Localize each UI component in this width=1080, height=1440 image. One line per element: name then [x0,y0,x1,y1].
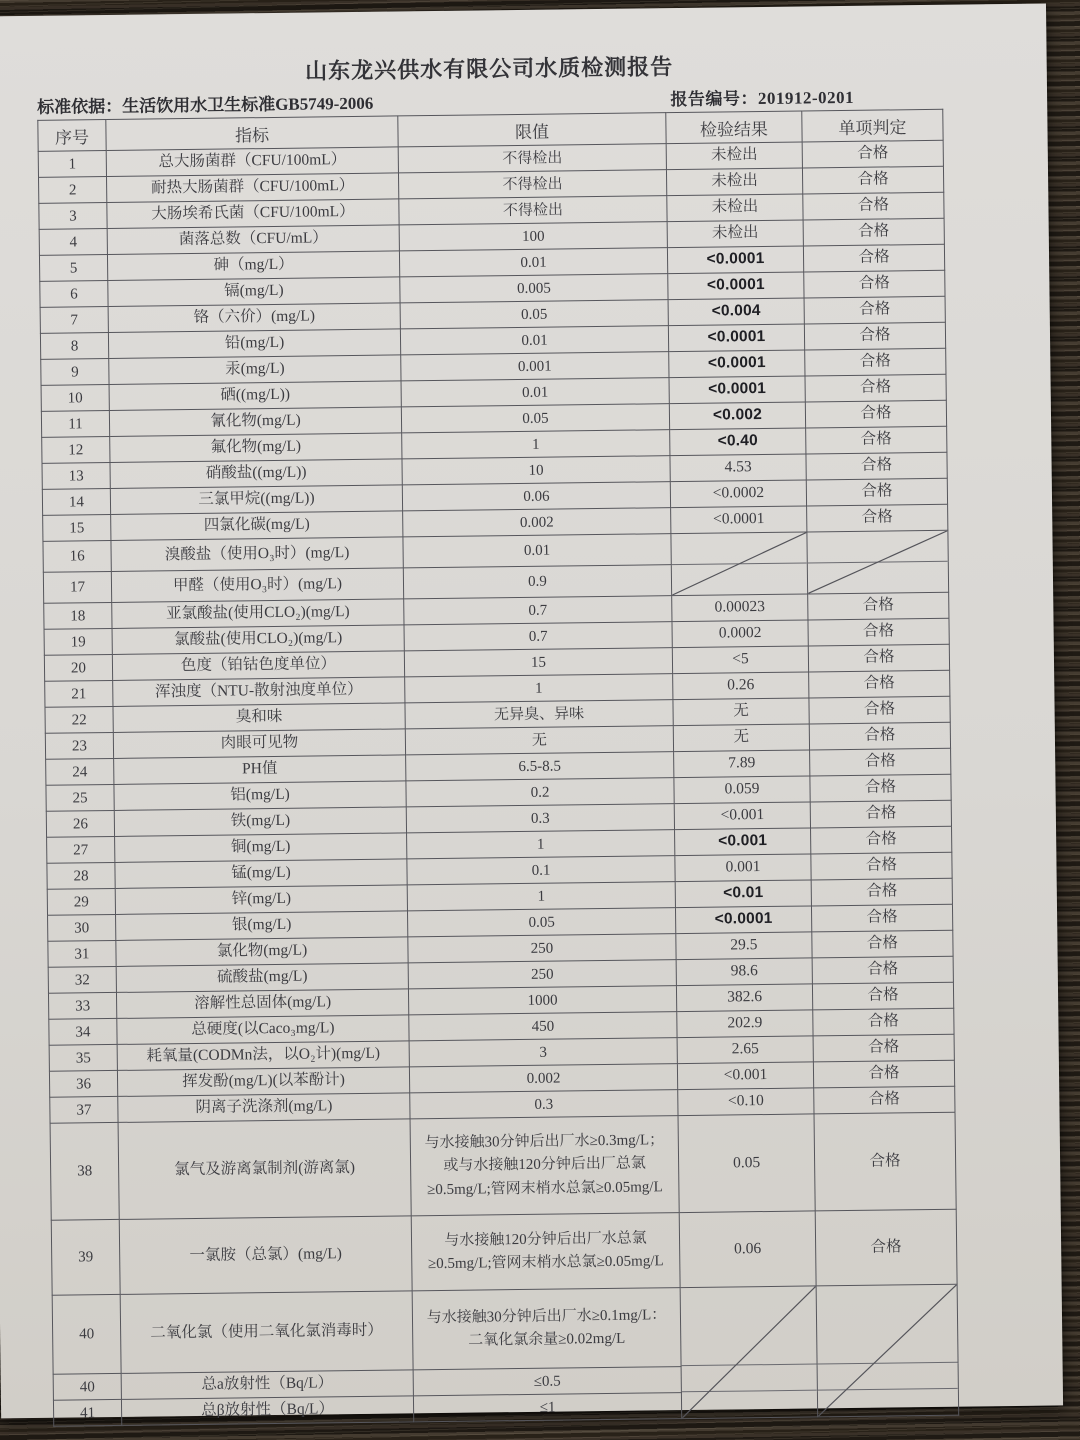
cell-limit: 3 [409,1038,677,1067]
cell-row-number: 34 [49,1018,117,1045]
cell-limit: 1 [402,430,670,459]
cell-result: <0.40 [670,428,806,456]
cell-indicator: 硫酸盐(mg/L) [116,963,408,993]
report-number-value: 201912-0201 [757,87,855,109]
cell-result: <0.0001 [667,246,803,274]
cell-result: 无 [673,698,809,726]
cell-limit: 0.01 [400,326,668,355]
cell-judgment: 合格 [807,504,948,532]
cell-result: 7.89 [674,750,810,778]
cell-indicator: 镉(mg/L) [108,277,400,307]
cell-result: <5 [672,646,808,674]
cell-limit: 1 [407,882,675,911]
col-judgment: 单项判定 [802,109,943,142]
cell-judgment: 合格 [810,748,951,776]
report-paper [0,4,1063,1419]
cell-result: <0.0001 [669,376,805,404]
col-result: 检验结果 [666,111,802,144]
not-applicable-slash-icon [817,1285,959,1417]
cell-indicator: 大肠埃希氏菌（CFU/100mL） [107,199,399,229]
cell-result: <0.0001 [671,506,807,534]
report-title: 山东龙兴供水有限公司水质检测报告 [305,54,674,84]
cell-result: 未检出 [667,220,803,248]
cell-row-number: 33 [48,992,116,1019]
cell-result: 0.001 [675,854,811,882]
cell-judgment: 合格 [811,878,952,906]
standard-basis: 标准依据：生活饮用水卫生标准GB5749-2006 [37,93,374,117]
cell-judgment: 合格 [809,722,950,750]
cell-result: 4.53 [670,454,806,482]
cell-limit: 0.01 [399,248,667,277]
cell-row-number: 12 [42,436,110,463]
col-no: 序号 [38,120,106,152]
cell-result: 382.6 [676,984,812,1012]
cell-indicator: 三氯甲烷((mg/L)) [110,485,402,515]
cell-judgment: 合格 [810,800,951,828]
cell-indicator: 四氯化碳(mg/L) [111,511,403,541]
cell-limit: 0.05 [407,908,675,937]
cell-row-number: 17 [43,571,111,603]
cell-judgment: 合格 [811,852,952,880]
not-applicable-slash-icon [671,532,807,595]
cell-limit: 0.001 [401,352,669,381]
cell-judgment: 合格 [809,696,950,724]
cell-row-number: 28 [47,862,115,889]
cell-indicator: 耗氧量(CODMn法，以O₂计)(mg/L) [117,1041,409,1071]
cell-result: 202.9 [677,1010,813,1038]
cell-row-number: 21 [45,680,113,707]
cell-judgment: 合格 [811,826,952,854]
cell-judgment: 合格 [802,140,943,168]
cell-indicator: 砷（mg/L） [107,251,399,281]
cell-limit: 0.3 [410,1090,678,1119]
cell-indicator: 总a放射性（Bq/L） [121,1370,413,1400]
cell-result: 无 [673,724,809,752]
cell-row-number: 40 [53,1373,121,1400]
cell-result: <0.004 [668,298,804,326]
cell-indicator: 氯酸盐(使用CLO₂)(mg/L) [112,625,404,655]
cell-row-number: 23 [45,732,113,759]
results-table [37,109,959,1427]
cell-indicator: 一氯胺（总氯）(mg/L) [119,1216,412,1295]
cell-row-number: 25 [46,784,114,811]
cell-result: <0.002 [669,402,805,430]
cell-limit: 6.5-8.5 [406,752,674,781]
cell-judgment: 合格 [814,1112,956,1211]
cell-indicator: 总β放射性（Bq/L） [121,1396,413,1426]
table-row [51,1209,957,1295]
cell-limit: 0.05 [400,300,668,329]
cell-row-number: 13 [42,462,110,489]
cell-judgment: 合格 [808,592,949,620]
cell-indicator: 色度（铂钴色度单位） [112,651,404,681]
cell-judgment: 合格 [812,982,953,1010]
cell-judgment: 合格 [810,774,951,802]
cell-indicator: 铝(mg/L) [114,781,406,811]
cell-indicator: 总硬度(以Caco₃mg/L) [117,1015,409,1045]
cell-limit: 0.002 [409,1064,677,1093]
cell-row-number: 3 [39,203,107,230]
cell-result: 0.00023 [672,594,808,622]
cell-limit: 不得检出 [399,196,667,225]
cell-row-number: 15 [43,514,111,541]
cell-row-number: 41 [53,1399,121,1426]
cell-limit: 15 [404,648,672,677]
cell-result: <0.001 [677,1062,813,1090]
cell-limit: 不得检出 [398,170,666,199]
cell-indicator: 银(mg/L) [116,911,408,941]
cell-judgment: 合格 [813,1008,954,1036]
cell-indicator: 溴酸盐（使用O₃时）(mg/L) [111,537,403,572]
cell-limit: 0.01 [403,534,671,568]
cell-result: <0.001 [675,828,811,856]
cell-limit: 100 [399,222,667,251]
cell-row-number: 26 [46,810,114,837]
cell-limit: 450 [409,1012,677,1041]
cell-limit: 无 [405,726,673,755]
cell-row-number: 2 [39,177,107,204]
cell-judgment: 合格 [803,244,944,272]
cell-result: 0.06 [679,1211,816,1288]
cell-result: <0.01 [675,880,811,908]
cell-indicator: 氟化物(mg/L) [110,433,402,463]
cell-judgment: 合格 [806,478,947,506]
cell-indicator: 亚氯酸盐(使用CLO₂)(mg/L) [112,599,404,629]
cell-judgment: 合格 [804,322,945,350]
cell-limit: 0.2 [406,778,674,807]
cell-indicator: 阴离子洗涤剂(mg/L) [118,1093,410,1123]
cell-limit: 0.1 [407,856,675,885]
cell-row-number: 11 [41,410,109,437]
cell-result: 29.5 [676,932,812,960]
cell-judgment: 合格 [803,192,944,220]
cell-indicator: 甲醛（使用O₃时）(mg/L) [111,568,403,603]
cell-indicator: 浑浊度（NTU-散射浊度单位） [113,677,405,707]
cell-indicator: 臭和味 [113,703,405,733]
cell-row-number: 10 [41,384,109,411]
cell-result: 98.6 [676,958,812,986]
cell-judgment: 合格 [803,218,944,246]
cell-judgment: 合格 [811,904,952,932]
cell-row-number: 31 [48,940,116,967]
cell-indicator: 铅(mg/L) [108,329,400,359]
cell-judgment: 合格 [814,1086,955,1114]
cell-result: 未检出 [667,194,803,222]
cell-row-number: 14 [42,488,110,515]
cell-row-number: 24 [46,758,114,785]
cell-indicator: 汞(mg/L) [109,355,401,385]
cell-indicator: 二氧化氯（使用二氧化氯消毒时） [120,1291,413,1374]
cell-judgment: 合格 [812,956,953,984]
cell-limit: 10 [402,456,670,485]
cell-row-number: 8 [40,332,108,359]
cell-indicator: 氰化物(mg/L) [109,407,401,437]
cell-result: 未检出 [666,168,802,196]
empty-cell-slash [816,1284,959,1417]
cell-limit: 1 [405,674,673,703]
cell-result: 0.0002 [672,620,808,648]
cell-indicator: 硝酸盐((mg/L)) [110,459,402,489]
cell-result: 2.65 [677,1036,813,1064]
cell-result: 未检出 [666,142,802,170]
cell-judgment: 合格 [805,348,946,376]
cell-limit: 1 [407,830,675,859]
cell-result: <0.0001 [669,350,805,378]
table-row [50,1112,956,1220]
cell-row-number: 27 [47,836,115,863]
cell-judgment: 合格 [804,270,945,298]
cell-row-number: 38 [50,1122,119,1220]
cell-judgment: 合格 [805,400,946,428]
empty-cell-slash [680,1286,818,1419]
cell-indicator: 铬（六价）(mg/L) [108,303,400,333]
cell-limit: 250 [408,934,676,963]
cell-result: <0.10 [678,1088,814,1116]
cell-result: <0.0001 [668,324,804,352]
cell-indicator: 肉眼可见物 [113,729,405,759]
cell-limit: 250 [408,960,676,989]
cell-limit: 0.05 [401,404,669,433]
cell-limit: 与水接触30分钟后出厂水≥0.3mg/L；或与水接触120分钟后出厂总氯≥0.5mg/L;管网末梢水总氯≥0.05mg/L [410,1116,679,1216]
cell-limit: ≤1 [413,1393,681,1422]
cell-judgment: 合格 [813,1060,954,1088]
cell-indicator: 耐热大肠菌群（CFU/100mL） [107,173,399,203]
cell-judgment: 合格 [808,618,949,646]
cell-limit: 0.01 [401,378,669,407]
cell-limit: 无异臭、异味 [405,700,673,729]
cell-result: <0.0001 [668,272,804,300]
cell-indicator: 总大肠菌群（CFU/100mL） [106,147,398,177]
cell-judgment: 合格 [805,374,946,402]
cell-result: <0.0001 [675,906,811,934]
cell-indicator: 挥发酚(mg/L)(以苯酚计) [117,1067,409,1097]
cell-row-number: 6 [40,280,108,307]
cell-row-number: 18 [44,602,112,629]
cell-indicator: 锌(mg/L) [115,885,407,915]
table-row [52,1284,958,1374]
cell-judgment: 合格 [806,452,947,480]
cell-indicator: 氯化物(mg/L) [116,937,408,967]
report-number [670,83,854,110]
cell-row-number: 16 [43,540,111,572]
cell-judgment: 合格 [812,930,953,958]
cell-limit: 与水接触30分钟后出厂水≥0.1mg/L： 二氧化氯余量≥0.02mg/L [412,1288,681,1370]
cell-judgment: 合格 [808,644,949,672]
cell-row-number: 32 [48,966,116,993]
cell-judgment: 合格 [809,670,950,698]
cell-row-number: 22 [45,706,113,733]
cell-indicator: PH值 [114,755,406,785]
cell-result: 0.05 [678,1114,815,1213]
cell-row-number: 9 [41,358,109,385]
cell-limit: ≤0.5 [413,1367,681,1396]
cell-judgment: 合格 [813,1034,954,1062]
cell-result: <0.001 [674,802,810,830]
cell-indicator: 锰(mg/L) [115,859,407,889]
cell-result: 0.059 [674,776,810,804]
cell-result: 0.26 [673,672,809,700]
cell-limit: 0.9 [403,565,671,599]
cell-limit: 0.7 [404,596,672,625]
cell-judgment: 合格 [806,426,947,454]
cell-limit: 0.06 [402,482,670,511]
cell-indicator: 铁(mg/L) [114,807,406,837]
cell-row-number: 29 [47,888,115,915]
cell-limit: 0.005 [400,274,668,303]
cell-row-number: 7 [40,306,108,333]
cell-limit: 0.002 [403,508,671,537]
cell-indicator: 氯气及游离氯制剂(游离氯) [118,1119,411,1220]
cell-indicator: 硒((mg/L)) [109,381,401,411]
cell-result: <0.0002 [670,480,806,508]
cell-limit: 0.3 [406,804,674,833]
cell-row-number: 20 [44,654,112,681]
cell-limit: 0.7 [404,622,672,651]
cell-row-number: 39 [51,1219,120,1295]
cell-limit: 与水接触120分钟后出厂水总氯≥0.5mg/L;管网末梢水总氯≥0.05mg/L [411,1213,680,1291]
not-applicable-slash-icon [681,1286,818,1418]
cell-indicator: 菌落总数（CFU/mL） [107,225,399,255]
cell-row-number: 19 [44,628,112,655]
cell-limit: 不得检出 [398,144,666,173]
col-indicator: 指标 [106,116,398,151]
not-applicable-slash-icon [807,531,948,594]
cell-indicator: 溶解性总固体(mg/L) [116,989,408,1019]
empty-cell-slash [807,530,949,594]
cell-indicator: 铜(mg/L) [115,833,407,863]
cell-row-number: 5 [39,254,107,281]
cell-row-number: 40 [52,1294,121,1374]
cell-row-number: 1 [38,151,106,178]
cell-row-number: 37 [50,1096,118,1123]
cell-row-number: 36 [49,1070,117,1097]
col-limit: 限值 [398,113,666,147]
cell-judgment: 合格 [815,1209,957,1286]
cell-judgment: 合格 [802,166,943,194]
report-number-label: 报告编号： [670,89,759,110]
cell-judgment: 合格 [804,296,945,324]
empty-cell-slash [671,532,808,596]
cell-row-number: 30 [48,914,116,941]
cell-limit: 1000 [408,986,676,1015]
cell-row-number: 35 [49,1044,117,1071]
cell-row-number: 4 [39,228,107,255]
